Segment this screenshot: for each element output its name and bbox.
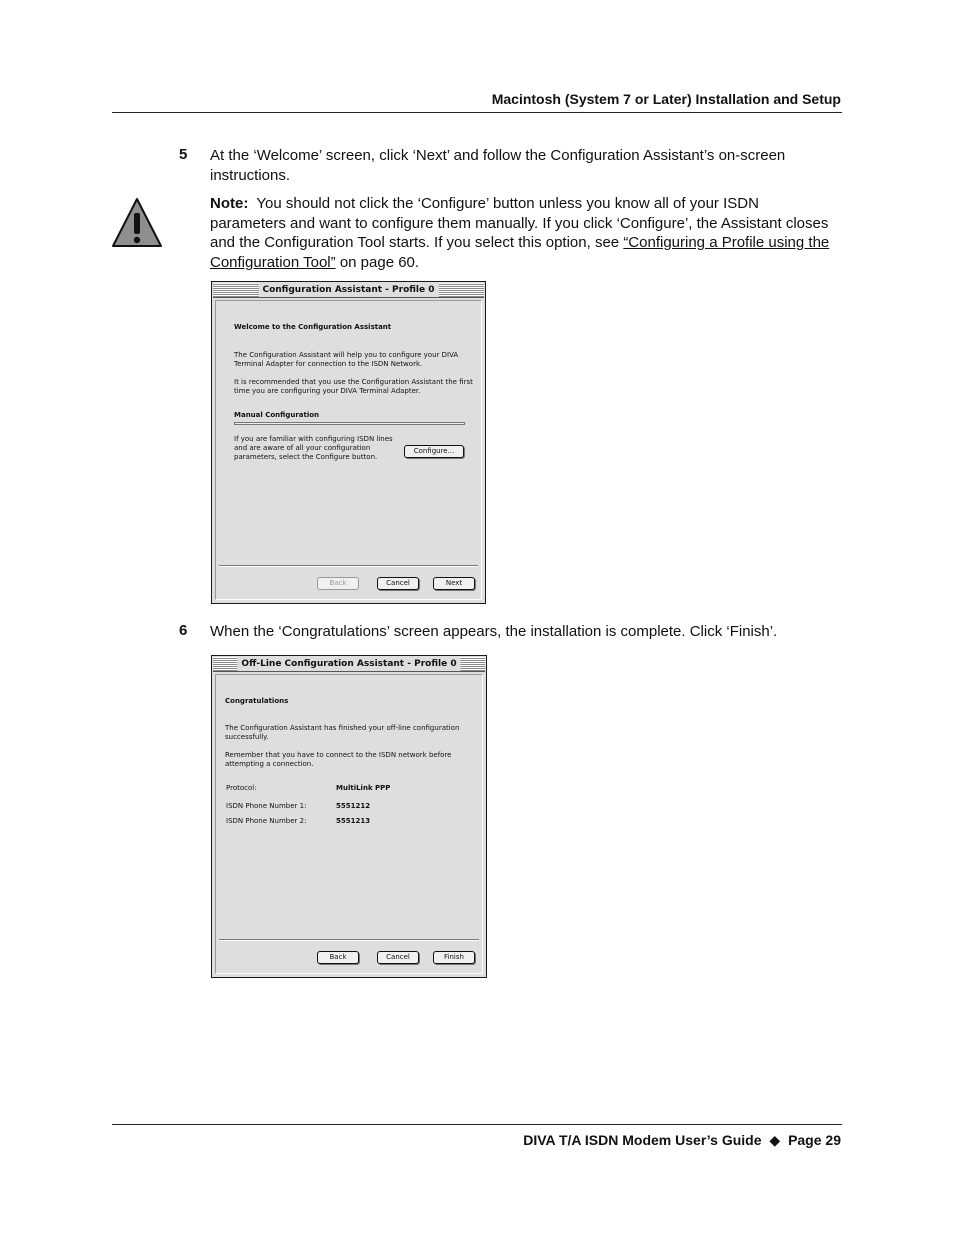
- cancel-button[interactable]: Cancel: [377, 951, 419, 964]
- next-button[interactable]: Next: [433, 577, 475, 590]
- header-rule: [112, 112, 842, 113]
- offline-assistant-window: [211, 655, 487, 978]
- footer-rule: [112, 1124, 842, 1125]
- finished-text: The Configuration Assistant has finished your off-line configuration successfully.: [225, 724, 460, 741]
- diamond-icon: ◆: [769, 1132, 781, 1148]
- finish-button[interactable]: Finish: [433, 951, 475, 964]
- back-button[interactable]: Back: [317, 951, 359, 964]
- phone-number-2-value: 5551213: [336, 817, 371, 825]
- guide-title: DIVA T/A ISDN Modem User’s Guide: [523, 1132, 762, 1148]
- welcome-heading: Welcome to the Configuration Assistant: [234, 323, 392, 331]
- note-label: Note:: [210, 195, 249, 212]
- manual-config-heading: Manual Configuration: [234, 411, 320, 419]
- button-bar-separator: [219, 565, 478, 567]
- manual-config-text: If you are familiar with configuring ISDN lines and are aware of all your configuration parameters, select the Configure button.: [234, 435, 393, 461]
- page-footer: [523, 1132, 841, 1149]
- intro-text: The Configuration Assistant will help you to configure your DIVA Terminal Adapter for connection to the ISDN Network.: [234, 351, 459, 368]
- congratulations-heading: Congratulations: [225, 697, 289, 705]
- warning-icon: [110, 196, 164, 250]
- step-5-text: At the ‘Welcome’ screen, click ‘Next’ and follow the Configuration Assistant’s on-screen instructions.: [210, 147, 786, 184]
- configuration-assistant-window: [211, 281, 486, 604]
- recommend-text: It is recommended that you use the Configuration Assistant the first time you are configuring your DIVA Terminal Adapter.: [234, 378, 473, 395]
- window-titlebar[interactable]: [213, 283, 484, 298]
- phone-number-2-label: ISDN Phone Number 2:: [226, 817, 307, 825]
- window-title: Configuration Assistant - Profile 0: [258, 283, 438, 297]
- running-header: Macintosh (System 7 or Later) Installation and Setup: [491, 91, 841, 107]
- protocol-value: MultiLink PPP: [336, 784, 391, 792]
- configure-button[interactable]: Configure...: [404, 445, 464, 458]
- note-suffix: on page 60.: [339, 253, 420, 271]
- back-button[interactable]: Back: [317, 577, 359, 590]
- protocol-label: Protocol:: [226, 784, 257, 792]
- step-6-text: When the ‘Congratulations’ screen appears, the installation is complete. Click ‘Finish’.: [210, 623, 778, 640]
- config-tool-link[interactable]: “Configuring a Profile using the Configuration Tool”: [210, 234, 830, 271]
- window-titlebar[interactable]: [213, 657, 485, 672]
- page-number: Page 29: [788, 1132, 841, 1148]
- note-paragraph: [210, 194, 835, 272]
- phone-number-1-label: ISDN Phone Number 1:: [226, 802, 307, 810]
- button-bar-separator: [219, 939, 479, 941]
- step-6-number: 6: [179, 622, 188, 639]
- window-title: Off-Line Configuration Assistant - Profile 0: [237, 657, 460, 671]
- phone-number-1-value: 5551212: [336, 802, 371, 810]
- reminder-text: Remember that you have to connect to the ISDN network before attempting a connection.: [225, 751, 452, 768]
- note-text: You should not click the ‘Configure’ button unless you know all of your ISDN parameters and want to configure them manually. If you click ‘Configure’, the Assistant closes and the Configuration Tool starts. If you select this option, see: [210, 195, 829, 251]
- step-5-number: 5: [179, 146, 188, 163]
- cancel-button[interactable]: Cancel: [377, 577, 419, 590]
- section-divider: [234, 422, 465, 425]
